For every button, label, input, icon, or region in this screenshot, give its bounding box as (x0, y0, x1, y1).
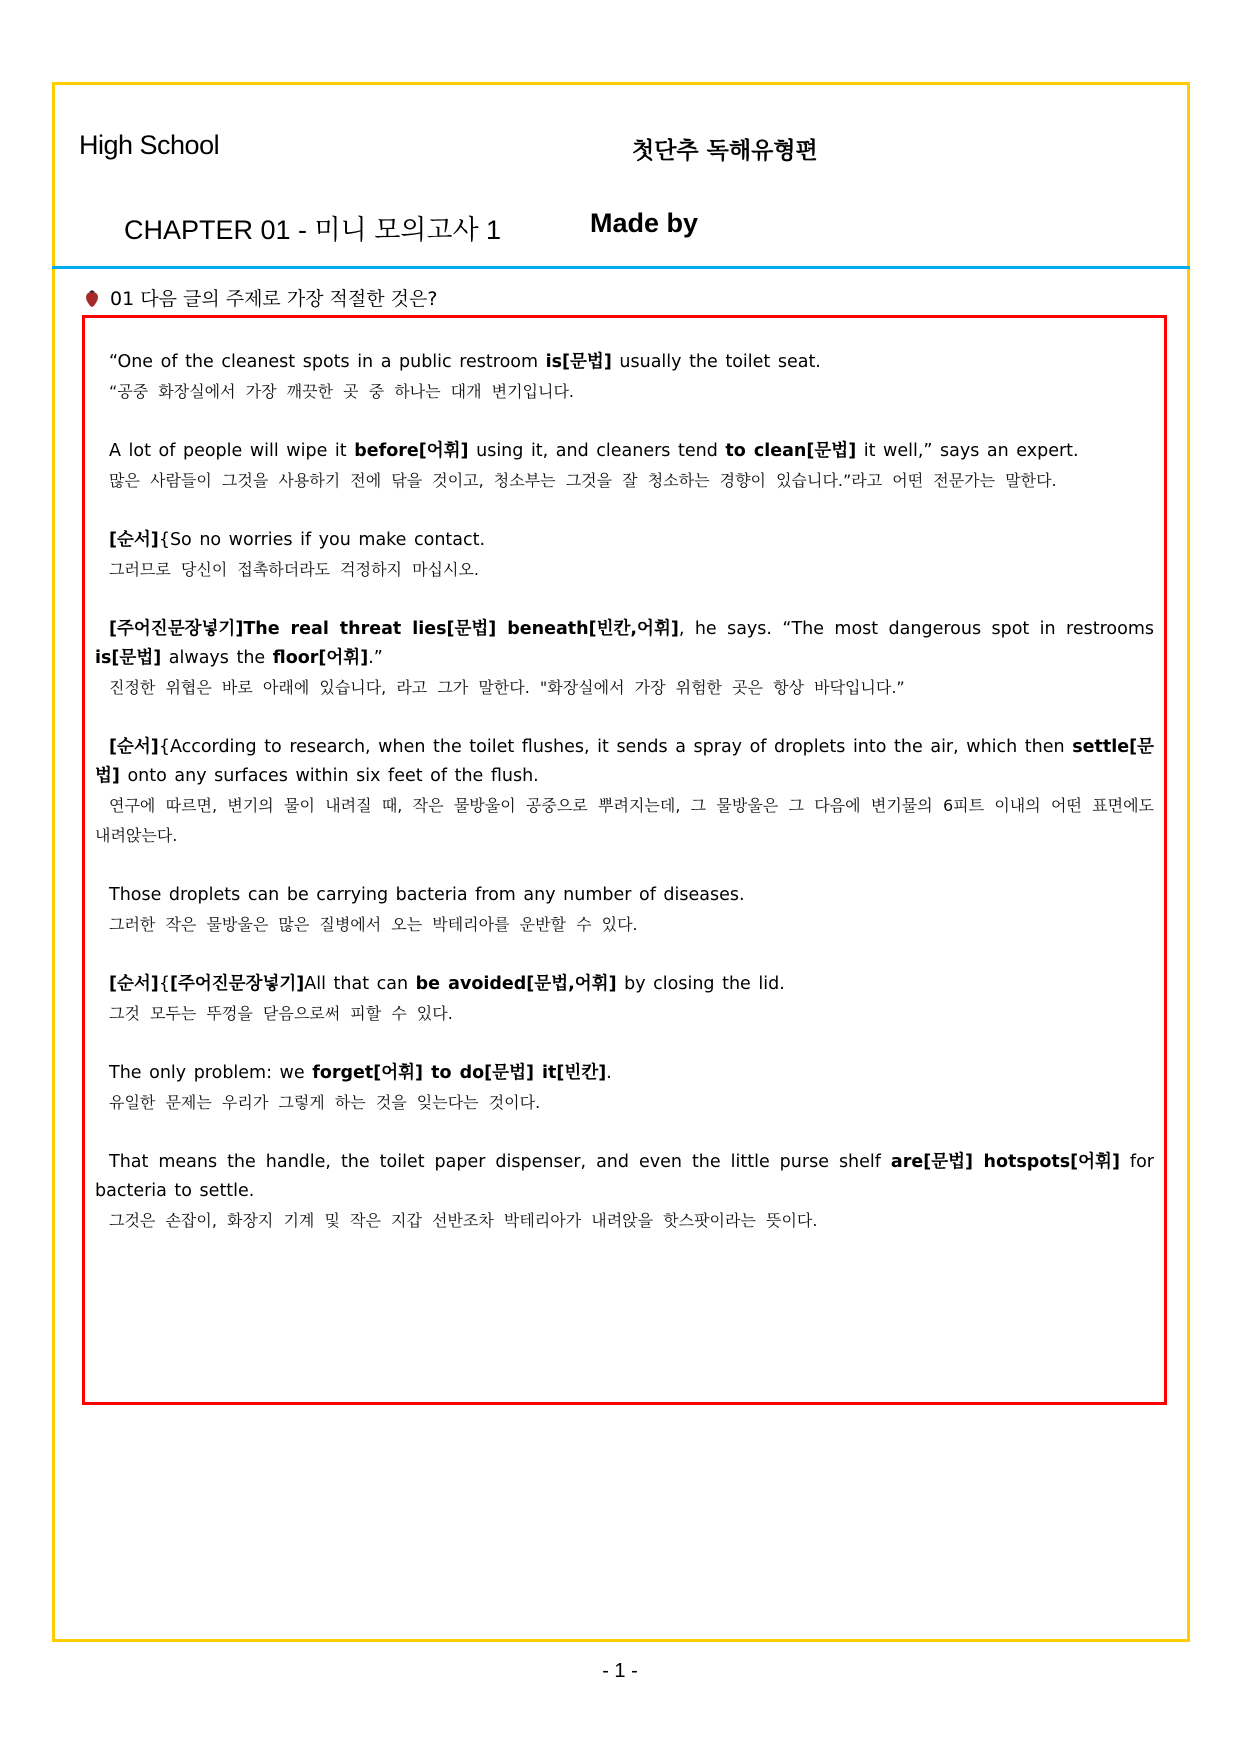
sentence-text: it well,” says an expert. (856, 441, 1079, 461)
korean-translation: 그것은 손잡이, 화장지 기계 및 작은 지갑 선반조차 박테리아가 내려앉을 핫스팟이라는 뜻이다. (109, 1211, 818, 1230)
korean-translation: 그것 모두는 뚜껑을 닫음으로써 피할 수 있다. (109, 1004, 453, 1023)
english-sentence (95, 970, 1154, 999)
korean-translation: 유일한 문제는 우리가 그렇게 하는 것을 잊는다는 것이다. (109, 1093, 541, 1112)
sentence-text: A lot of people will wipe it (109, 441, 355, 461)
sentence-text: All that can (304, 974, 416, 994)
korean-translation: 연구에 따르면, 변기의 물이 내려질 때, 작은 물방울이 공중으로 뿌려지는데, 그 물방울은 그 다음에 변기물의 6피트 이내의 어떤 표면에도 내려앉는다. (95, 796, 1154, 845)
english-sentence (95, 348, 1154, 377)
annotated-term: [주어진문장넣기]The real threat lies[문법] beneath[빈칸,어휘] (109, 619, 679, 639)
sentence-text: { (158, 974, 170, 994)
sentence-text: for bacteria to settle. (95, 1152, 1154, 1201)
annotated-term: settle[문법] (95, 737, 1154, 786)
passage-paragraph (95, 1059, 1154, 1118)
question-heading (84, 284, 437, 311)
passage-paragraph (95, 526, 1154, 585)
annotated-term: [순서] (109, 737, 159, 757)
passage-paragraph (95, 437, 1154, 496)
korean-translation: 진정한 위협은 바로 아래에 있습니다, 라고 그가 말한다. "화장실에서 가장 위험한 곳은 항상 바닥입니다.” (109, 678, 905, 697)
strawberry-bullet-icon (84, 288, 100, 308)
sentence-text: The only problem: we (109, 1063, 313, 1083)
annotated-term: floor[어휘] (272, 648, 369, 668)
english-sentence (95, 881, 1154, 910)
series-title: 첫단추 독해유형편 (632, 138, 818, 164)
annotated-term: be avoided[문법,어휘] (415, 974, 617, 994)
sentence-text: {According to research, when the toilet flushes, it sends a spray of droplets into the air, which then (158, 737, 1073, 757)
made-by-label: Made by (590, 208, 699, 238)
korean-translation: 그러므로 당신이 접촉하더라도 걱정하지 마십시오. (109, 560, 480, 579)
passage-box (82, 315, 1167, 1405)
sentence-text: .” (368, 648, 383, 668)
sentence-text: by closing the lid. (616, 974, 785, 994)
sentence-text: {So no worries if you make contact. (158, 530, 486, 550)
english-sentence (95, 615, 1154, 673)
passage-paragraph (95, 348, 1154, 407)
page-number: - 1 - (602, 1660, 638, 1682)
chapter-title: CHAPTER 01 - 미니 모의고사 1 (124, 215, 502, 245)
english-sentence (95, 526, 1154, 555)
annotated-term: is[문법] (545, 352, 612, 372)
annotated-term: forget[어휘] to do[문법] it[빈칸] (312, 1063, 607, 1083)
sentence-text: usually the toilet seat. (611, 352, 821, 372)
annotated-term: [순서] (109, 974, 159, 994)
sentence-text: That means the handle, the toilet paper dispenser, and even the little purse shelf (109, 1152, 891, 1172)
sentence-text: using it, and cleaners tend (468, 441, 726, 461)
annotated-term: [순서] (109, 530, 159, 550)
level-label: High School (79, 130, 220, 160)
passage-paragraph (95, 615, 1154, 703)
passage-paragraph (95, 970, 1154, 1029)
sentence-text: . (606, 1063, 612, 1083)
korean-translation: 그러한 작은 물방울은 많은 질병에서 오는 박테리아를 운반할 수 있다. (109, 915, 638, 934)
sentence-text: always the (161, 648, 273, 668)
english-sentence (95, 1059, 1154, 1088)
sentence-text: Those droplets can be carrying bacteria from any number of diseases. (109, 885, 745, 905)
annotated-term: [주어진문장넣기] (169, 974, 305, 994)
annotated-term: to clean[문법] (725, 441, 857, 461)
annotated-term: before[어휘] (354, 441, 469, 461)
korean-translation: “공중 화장실에서 가장 깨끗한 곳 중 하나는 대개 변기입니다. (109, 382, 575, 401)
sentence-text: , he says. “The most dangerous spot in restrooms (678, 619, 1154, 639)
passage-paragraph (95, 733, 1154, 851)
korean-translation: 많은 사람들이 그것을 사용하기 전에 닦을 것이고, 청소부는 그것을 잘 청소하는 경향이 있습니다.”라고 어떤 전문가는 말한다. (109, 471, 1057, 490)
sentence-text: “One of the cleanest spots in a public restroom (109, 352, 546, 372)
passage-paragraph (95, 1148, 1154, 1236)
annotated-term: are[문법] hotspots[어휘] (890, 1152, 1120, 1172)
sentence-text: onto any surfaces within six feet of the flush. (119, 766, 539, 786)
english-sentence (95, 437, 1154, 466)
annotated-term: is[문법] (95, 648, 162, 668)
english-sentence (95, 1148, 1154, 1206)
passage-paragraph (95, 881, 1154, 940)
question-text: 01 다음 글의 주제로 가장 적절한 것은? (110, 288, 438, 310)
header-divider (52, 266, 1190, 269)
english-sentence (95, 733, 1154, 791)
